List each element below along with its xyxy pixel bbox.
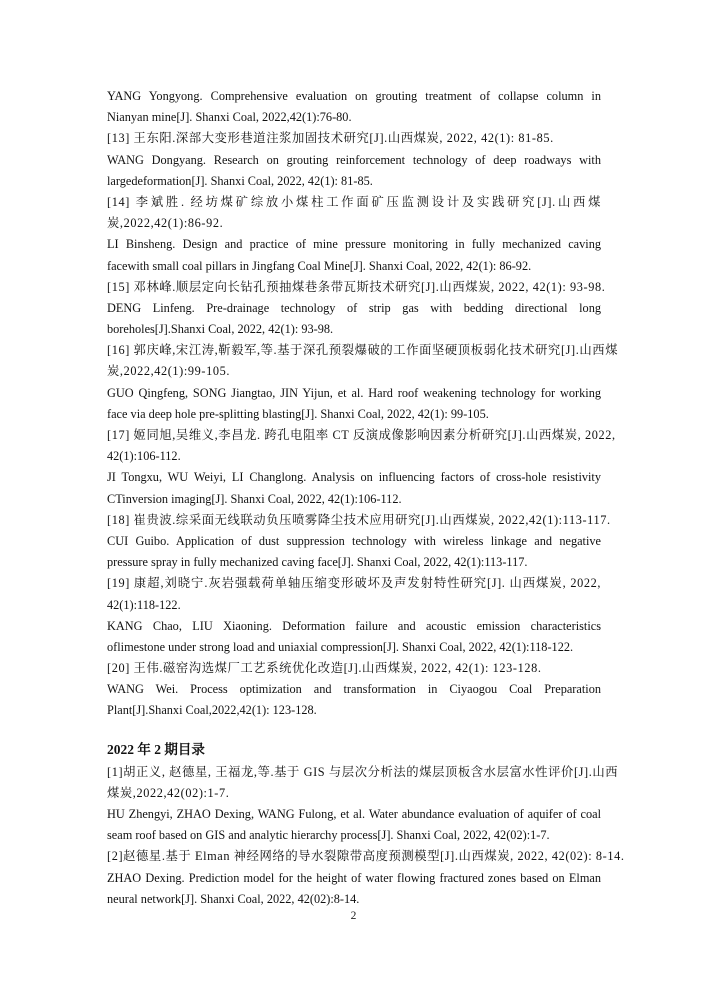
reference-line: neural network[J]. Shanxi Coal, 2022, 42(02):8-14. (107, 891, 360, 906)
reference-entry (107, 510, 611, 531)
reference-line: facewith small coal pillars in Jingfang Coal Mine[J]. Shanxi Coal, 2022, 42(1): 86-92. (107, 258, 532, 273)
reference-line: YANG Yongyong. Comprehensive evaluation on grouting treatment of collapse column in (107, 89, 601, 103)
reference-line: WANG Wei. Process optimization and transformation in Ciyaogou Coal Preparation (107, 682, 601, 697)
reference-line: HU Zhengyi, ZHAO Dexing, WANG Fulong, et al. Water abundance evaluation of aquifer of coal (107, 807, 601, 821)
reference-line: DENG Linfeng. Pre-drainage technology of strip gas with bedding directional long (107, 300, 601, 315)
reference-line: [13] 王东阳.深部大变形巷道注浆加固技术研究[J].山西煤炭, 2022, 42(1): 81-85. (107, 131, 554, 146)
reference-line: [19] 康超,刘晓宁.灰岩强载荷单轴压缩变形破坏及声发射特性研究[J]. 山西煤炭, 2022, (107, 576, 601, 591)
reference-line: oflimestone under strong load and uniaxial compression[J]. Shanxi Coal, 2022, 42(1):118-122. (107, 639, 574, 654)
reference-line: largedeformation[J]. Shanxi Coal, 2022, 42(1): 81-85. (107, 173, 373, 188)
reference-line: LI Binsheng. Design and practice of mine pressure monitoring in fully mechanized caving (107, 237, 601, 252)
reference-line: WANG Dongyang. Research on grouting reinforcement technology of deep roadways with (107, 152, 601, 167)
reference-line: [17] 姬同旭,吴维义,李昌龙. 跨孔电阻率 CT 反演成像影响因素分析研究[J].山西煤炭, 2022, (107, 428, 616, 442)
reference-entry (107, 762, 619, 804)
reference-line: seam roof based on GIS and analytic hierarchy process[J]. Shanxi Coal, 2022, 42(02):1-7. (107, 828, 550, 843)
reference-entry (107, 128, 601, 149)
reference-entry (107, 298, 601, 340)
reference-line: [18] 崔贵波.综采面无线联动负压喷雾降尘技术应用研究[J].山西煤炭, 2022,42(1):113-117. (107, 512, 611, 527)
page-number: 2 (350, 910, 357, 922)
reference-line: face via deep hole pre-splitting blasting[J]. Shanxi Coal, 2022, 42(1): 99-105. (107, 406, 489, 421)
reference-entry (107, 679, 601, 721)
reference-line: [1]胡正义, 赵德星, 王福龙,等.基于 GIS 与层次分析法的煤层顶板含水层富水性评价[J].山西 (107, 764, 619, 779)
reference-entry (107, 531, 601, 573)
reference-line: pressure spray in fully mechanized caving face[J]. Shanxi Coal, 2022, 42(1):113-117. (107, 555, 528, 570)
section-heading: 2022 年 2 期目录 (107, 741, 205, 757)
reference-line: [14] 李斌胜. 经坊煤矿综放小煤柱工作面矿压监测设计及实践研究[J].山西煤 (107, 194, 601, 209)
reference-entry (107, 846, 625, 867)
reference-entry (107, 658, 601, 679)
reference-line: ZHAO Dexing. Prediction model for the height of water flowing fractured zones based on Elman (107, 870, 601, 885)
reference-entry (107, 383, 601, 425)
reference-entry (107, 340, 619, 382)
reference-entry (107, 277, 606, 298)
reference-line: 炭,2022,42(1):99-105. (107, 364, 231, 379)
reference-line: GUO Qingfeng, SONG Jiangtao, JIN Yijun, et al. Hard roof weakening technology for working (107, 385, 601, 400)
reference-line: [20] 王伟.磁窑沟选煤厂工艺系统优化改造[J].山西煤炭, 2022, 42(1): 123-128. (107, 661, 542, 676)
reference-line: JI Tongxu, WU Weiyi, LI Changlong. Analysis on influencing factors of cross-hole resistivity (107, 470, 601, 485)
reference-list-issue-1 (107, 86, 619, 722)
reference-entry (107, 804, 601, 846)
reference-line: 42(1):106-112. (107, 449, 181, 464)
reference-entry (107, 467, 601, 509)
reference-line: [16] 郭庆峰,宋江涛,靳毅军,等.基于深孔预裂爆破的工作面坚硬顶板弱化技术研究[J].山西煤 (107, 343, 619, 358)
reference-line: 42(1):118-122. (107, 597, 181, 612)
reference-line: CTinversion imaging[J]. Shanxi Coal, 2022, 42(1):106-112. (107, 491, 402, 506)
reference-entry (107, 573, 601, 615)
document-page (107, 86, 625, 910)
reference-line: boreholes[J].Shanxi Coal, 2022, 42(1): 93-98. (107, 322, 334, 337)
reference-entry (107, 192, 601, 234)
reference-line: CUI Guibo. Application of dust suppression technology with wireless linkage and negative (107, 533, 601, 548)
reference-line: Nianyan mine[J]. Shanxi Coal, 2022,42(1):76-80. (107, 110, 352, 125)
reference-list-issue-2 (107, 762, 625, 910)
reference-entry (107, 150, 601, 192)
reference-line: KANG Chao, LIU Xiaoning. Deformation failure and acoustic emission characteristics (107, 618, 601, 633)
reference-entry (107, 425, 616, 467)
reference-entry (107, 616, 601, 658)
reference-entry (107, 86, 601, 128)
reference-line: Plant[J].Shanxi Coal,2022,42(1): 123-128. (107, 703, 317, 718)
reference-entry (107, 868, 601, 910)
reference-line: 炭,2022,42(1):86-92. (107, 216, 224, 231)
reference-entry (107, 234, 601, 276)
reference-line: 煤炭,2022,42(02):1-7. (107, 785, 230, 800)
reference-line: [15] 邓林峰.顺层定向长钻孔预抽煤巷条带瓦斯技术研究[J].山西煤炭, 2022, 42(1): 93-98. (107, 279, 606, 294)
reference-line: [2]赵德星.基于 Elman 神经网络的导水裂隙带高度预测模型[J].山西煤炭, 2022, 42(02): 8-14. (107, 849, 625, 864)
